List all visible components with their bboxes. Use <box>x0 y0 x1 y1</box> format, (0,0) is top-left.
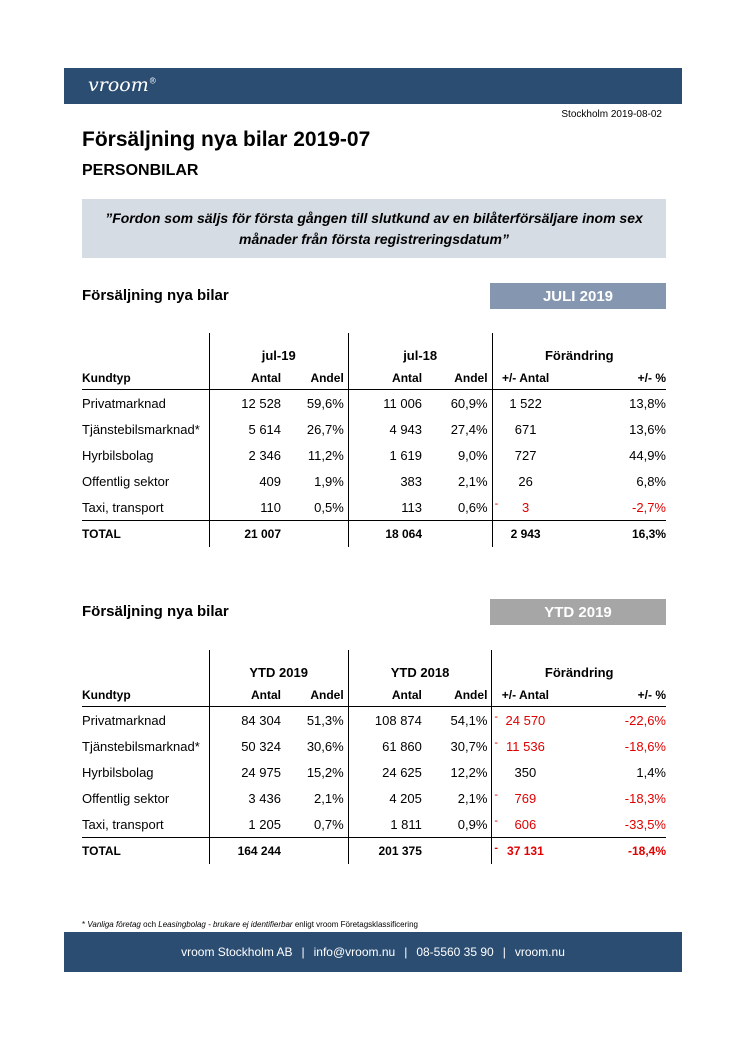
cell-value: 51,3% <box>306 712 344 728</box>
cell-value: 2 346 <box>248 447 282 463</box>
cell-value: 201 375 <box>378 844 422 858</box>
cell-value: 2,1% <box>314 790 344 806</box>
column-header: +/- Antal <box>492 367 559 390</box>
table-cell <box>559 494 666 521</box>
table-cell <box>348 494 426 521</box>
cell-value: 30,6% <box>306 738 344 754</box>
cell-value: -18,6% <box>624 738 666 754</box>
table-cell <box>209 759 285 785</box>
column-header: Andel <box>285 367 348 390</box>
cell-value: 3 436 <box>248 790 281 806</box>
table-cell <box>426 468 492 494</box>
table-cell <box>492 707 559 734</box>
table-cell <box>285 494 348 521</box>
table-row <box>82 707 666 734</box>
cell-value: 110 <box>260 499 282 515</box>
cell-value: 9,0% <box>457 447 488 463</box>
column-header: Andel <box>426 367 492 390</box>
table-cell <box>285 811 348 838</box>
sales-table-ytd <box>82 650 666 864</box>
table-cell <box>559 416 666 442</box>
table-row <box>82 442 666 468</box>
table-cell <box>209 494 285 521</box>
table-cell <box>209 811 285 838</box>
table-cell <box>492 759 559 785</box>
cell-value: Tjänstebilsmarknad* <box>82 738 200 754</box>
cell-value: 12 528 <box>241 395 282 411</box>
cell-value: 2 943 <box>510 527 541 541</box>
table-cell <box>426 416 492 442</box>
page-title: Försäljning nya bilar 2019-07 <box>82 128 371 151</box>
table-cell <box>209 838 285 865</box>
table-cell <box>426 759 492 785</box>
table-cell <box>492 494 559 521</box>
cell-value: 5 614 <box>248 421 282 437</box>
cell-value: 27,4% <box>450 421 488 437</box>
cell-value: -33,5% <box>624 816 666 832</box>
column-header-row <box>82 684 666 707</box>
cell-value: 0,5% <box>314 499 344 515</box>
table-cell <box>348 759 426 785</box>
table-cell <box>559 521 666 548</box>
cell-value: 769 <box>514 790 537 806</box>
table-cell <box>209 707 285 734</box>
cell-value: 24 975 <box>241 764 281 780</box>
cell-value: 1 811 <box>390 816 422 832</box>
table-cell <box>492 733 559 759</box>
table-row <box>82 416 666 442</box>
column-header: +/- % <box>559 367 666 390</box>
cell-value: 37 131 <box>507 844 544 858</box>
table-cell <box>492 442 559 468</box>
column-header: Antal <box>209 684 285 707</box>
cell-value: 671 <box>514 421 537 437</box>
table-row <box>82 785 666 811</box>
cell-value: 24 625 <box>382 764 422 780</box>
table-cell <box>426 811 492 838</box>
table-cell <box>492 785 559 811</box>
cell-value: 11 536 <box>506 738 545 754</box>
table-cell <box>209 785 285 811</box>
column-header: +/- Antal <box>492 684 559 707</box>
table-cell <box>426 442 492 468</box>
table-cell <box>558 811 666 838</box>
table-cell <box>82 811 209 838</box>
table-cell <box>558 733 666 759</box>
table-cell <box>492 521 559 548</box>
table-cell <box>285 390 348 417</box>
footer-company: vroom Stockholm AB <box>181 945 293 959</box>
table-cell <box>426 838 492 865</box>
cell-value: -22,6% <box>624 712 666 728</box>
negative-marker: - <box>494 737 499 749</box>
header-bar <box>64 68 682 104</box>
table-cell <box>285 785 348 811</box>
table-cell <box>426 521 492 548</box>
table-cell <box>492 838 559 865</box>
footer-phone: 08-5560 35 90 <box>416 945 494 959</box>
table-cell <box>348 442 426 468</box>
footer-separator: | <box>404 945 408 959</box>
negative-marker: - <box>494 842 499 854</box>
period-badge-month: JULI 2019 <box>490 283 666 309</box>
cell-value: 26 <box>518 473 533 489</box>
total-row <box>82 838 666 865</box>
table-cell <box>82 759 209 785</box>
cell-value: 18 064 <box>385 527 423 541</box>
cell-value: Privatmarknad <box>82 712 166 728</box>
cell-value: Offentlig sektor <box>82 790 170 806</box>
table-cell <box>82 521 209 548</box>
table-row <box>82 468 666 494</box>
table-cell <box>285 707 348 734</box>
table-cell <box>348 838 426 865</box>
cell-value: 11,2% <box>307 447 344 463</box>
table-cell <box>559 390 666 417</box>
cell-value: 113 <box>401 499 423 515</box>
cell-value: 3 <box>521 499 530 515</box>
table-cell <box>209 521 285 548</box>
table-cell <box>348 707 426 734</box>
table-cell <box>558 707 666 734</box>
table-row <box>82 759 666 785</box>
cell-value: Taxi, transport <box>82 816 164 832</box>
table-cell <box>492 811 559 838</box>
column-header: Andel <box>426 684 492 707</box>
cell-value: 15,2% <box>306 764 344 780</box>
cell-value: TOTAL <box>82 844 121 858</box>
group-header-current: YTD 2019 <box>209 650 348 684</box>
cell-value: 60,9% <box>450 395 488 411</box>
table-cell <box>82 707 209 734</box>
cell-value: 59,6% <box>306 395 344 411</box>
footnote: * Vanliga företag och Leasingbolag - brukare ej identifierbar enligt vroom Företagsklassificering <box>82 920 418 929</box>
column-header: +/- % <box>558 684 666 707</box>
table-cell <box>209 468 285 494</box>
cell-value: -2,7% <box>632 499 666 515</box>
cell-value: 727 <box>514 447 537 463</box>
table-cell <box>82 838 209 865</box>
cell-value: 11 006 <box>383 395 423 411</box>
table-cell <box>285 838 348 865</box>
table-cell <box>426 494 492 521</box>
cell-value: 350 <box>514 764 537 780</box>
cell-value: 1 619 <box>389 447 423 463</box>
cell-value: 1,9% <box>314 473 344 489</box>
table-cell <box>285 759 348 785</box>
cell-value: 383 <box>400 473 423 489</box>
table-cell <box>82 416 209 442</box>
table-cell <box>348 521 426 548</box>
cell-value: 1 205 <box>248 816 281 832</box>
group-header-change: Förändring <box>492 333 666 367</box>
cell-value: 0,6% <box>457 499 488 515</box>
cell-value: 108 874 <box>374 712 422 728</box>
table-cell <box>558 785 666 811</box>
table-cell <box>209 733 285 759</box>
cell-value: 30,7% <box>450 738 488 754</box>
negative-marker: - <box>494 789 499 801</box>
cell-value: 409 <box>259 473 282 489</box>
cell-value: 44,9% <box>629 447 666 463</box>
cell-value: 1,4% <box>636 764 666 780</box>
table-cell <box>348 390 426 417</box>
footer-email[interactable]: info@vroom.nu <box>313 945 396 959</box>
cell-value: 61 860 <box>382 738 422 754</box>
table-cell <box>285 442 348 468</box>
table-row <box>82 494 666 521</box>
table-cell <box>492 390 559 417</box>
definition-quote: ”Fordon som säljs för första gången till slutkund av en bilåterförsäljare inom sex månader från första registreringsdatum” <box>82 199 666 258</box>
cell-value: 12,2% <box>450 764 488 780</box>
table-cell <box>559 468 666 494</box>
group-header-previous: jul-18 <box>348 333 492 367</box>
negative-marker: - <box>494 498 499 510</box>
table-cell <box>348 811 426 838</box>
table-cell <box>348 785 426 811</box>
table-cell <box>559 442 666 468</box>
column-header-row <box>82 367 666 390</box>
cell-value: 4 205 <box>389 790 422 806</box>
column-header: Andel <box>285 684 348 707</box>
group-header-current: jul-19 <box>209 333 348 367</box>
table-cell <box>426 733 492 759</box>
sales-table-month <box>82 333 666 547</box>
table-row <box>82 733 666 759</box>
total-row <box>82 521 666 548</box>
table-cell <box>285 733 348 759</box>
table-row <box>82 811 666 838</box>
column-header: Kundtyp <box>82 367 209 390</box>
cell-value: Privatmarknad <box>82 395 166 411</box>
document-date: Stockholm 2019-08-02 <box>561 109 662 120</box>
table-cell <box>426 785 492 811</box>
vroom-logo: vroom® <box>88 74 157 96</box>
table-cell <box>558 838 666 865</box>
cell-value: 13,6% <box>629 421 666 437</box>
table-cell <box>426 390 492 417</box>
table-cell <box>558 759 666 785</box>
table-cell <box>285 416 348 442</box>
page-subtitle: PERSONBILAR <box>82 162 199 179</box>
negative-marker: - <box>494 815 499 827</box>
cell-value: 2,1% <box>457 790 488 806</box>
cell-value: 13,8% <box>629 395 666 411</box>
column-header: Kundtyp <box>82 684 209 707</box>
table-cell <box>285 468 348 494</box>
cell-value: Taxi, transport <box>82 499 164 515</box>
cell-value: 606 <box>514 816 537 832</box>
footer-separator: | <box>301 945 305 959</box>
cell-value: 54,1% <box>450 712 488 728</box>
cell-value: Tjänstebilsmarknad* <box>82 421 200 437</box>
cell-value: Hyrbilsbolag <box>82 764 154 780</box>
cell-value: 164 244 <box>237 844 281 858</box>
section-title-ytd: Försäljning nya bilar <box>82 603 229 620</box>
cell-value: -18,3% <box>624 790 666 806</box>
cell-value: -18,4% <box>627 844 666 858</box>
cell-value: 84 304 <box>241 712 281 728</box>
column-header: Antal <box>348 684 426 707</box>
cell-value: TOTAL <box>82 527 121 541</box>
cell-value: 16,3% <box>631 527 666 541</box>
table-cell <box>82 785 209 811</box>
cell-value: 21 007 <box>244 527 282 541</box>
table-cell <box>492 416 559 442</box>
footer-website[interactable]: vroom.nu <box>514 945 565 959</box>
table-cell <box>285 521 348 548</box>
table-row <box>82 390 666 417</box>
cell-value: 6,8% <box>636 473 666 489</box>
cell-value: 50 324 <box>241 738 281 754</box>
table-cell <box>209 442 285 468</box>
footer-separator: | <box>502 945 506 959</box>
section-title-month: Försäljning nya bilar <box>82 287 229 304</box>
footer-bar <box>64 932 682 972</box>
table-cell <box>348 733 426 759</box>
cell-value: 4 943 <box>389 421 423 437</box>
cell-value: 0,7% <box>314 816 344 832</box>
cell-value: 26,7% <box>306 421 344 437</box>
cell-value: 2,1% <box>457 473 488 489</box>
group-header-row <box>82 650 666 684</box>
column-header: Antal <box>209 367 285 390</box>
table-cell <box>209 416 285 442</box>
negative-marker: - <box>494 711 499 723</box>
table-cell <box>348 468 426 494</box>
table-cell <box>348 416 426 442</box>
cell-value: 0,9% <box>457 816 488 832</box>
table-cell <box>82 733 209 759</box>
group-header-change: Förändring <box>492 650 666 684</box>
cell-value: 1 522 <box>509 395 542 411</box>
table-cell <box>426 707 492 734</box>
column-header: Antal <box>348 367 426 390</box>
group-header-row <box>82 333 666 367</box>
table-cell <box>492 468 559 494</box>
table-cell <box>82 390 209 417</box>
cell-value: 24 570 <box>505 712 546 728</box>
period-badge-ytd: YTD 2019 <box>490 599 666 625</box>
table-cell <box>82 494 209 521</box>
table-cell <box>82 442 209 468</box>
table-cell <box>209 390 285 417</box>
table-cell <box>82 468 209 494</box>
cell-value: Hyrbilsbolag <box>82 447 154 463</box>
cell-value: Offentlig sektor <box>82 473 170 489</box>
group-header-previous: YTD 2018 <box>348 650 492 684</box>
